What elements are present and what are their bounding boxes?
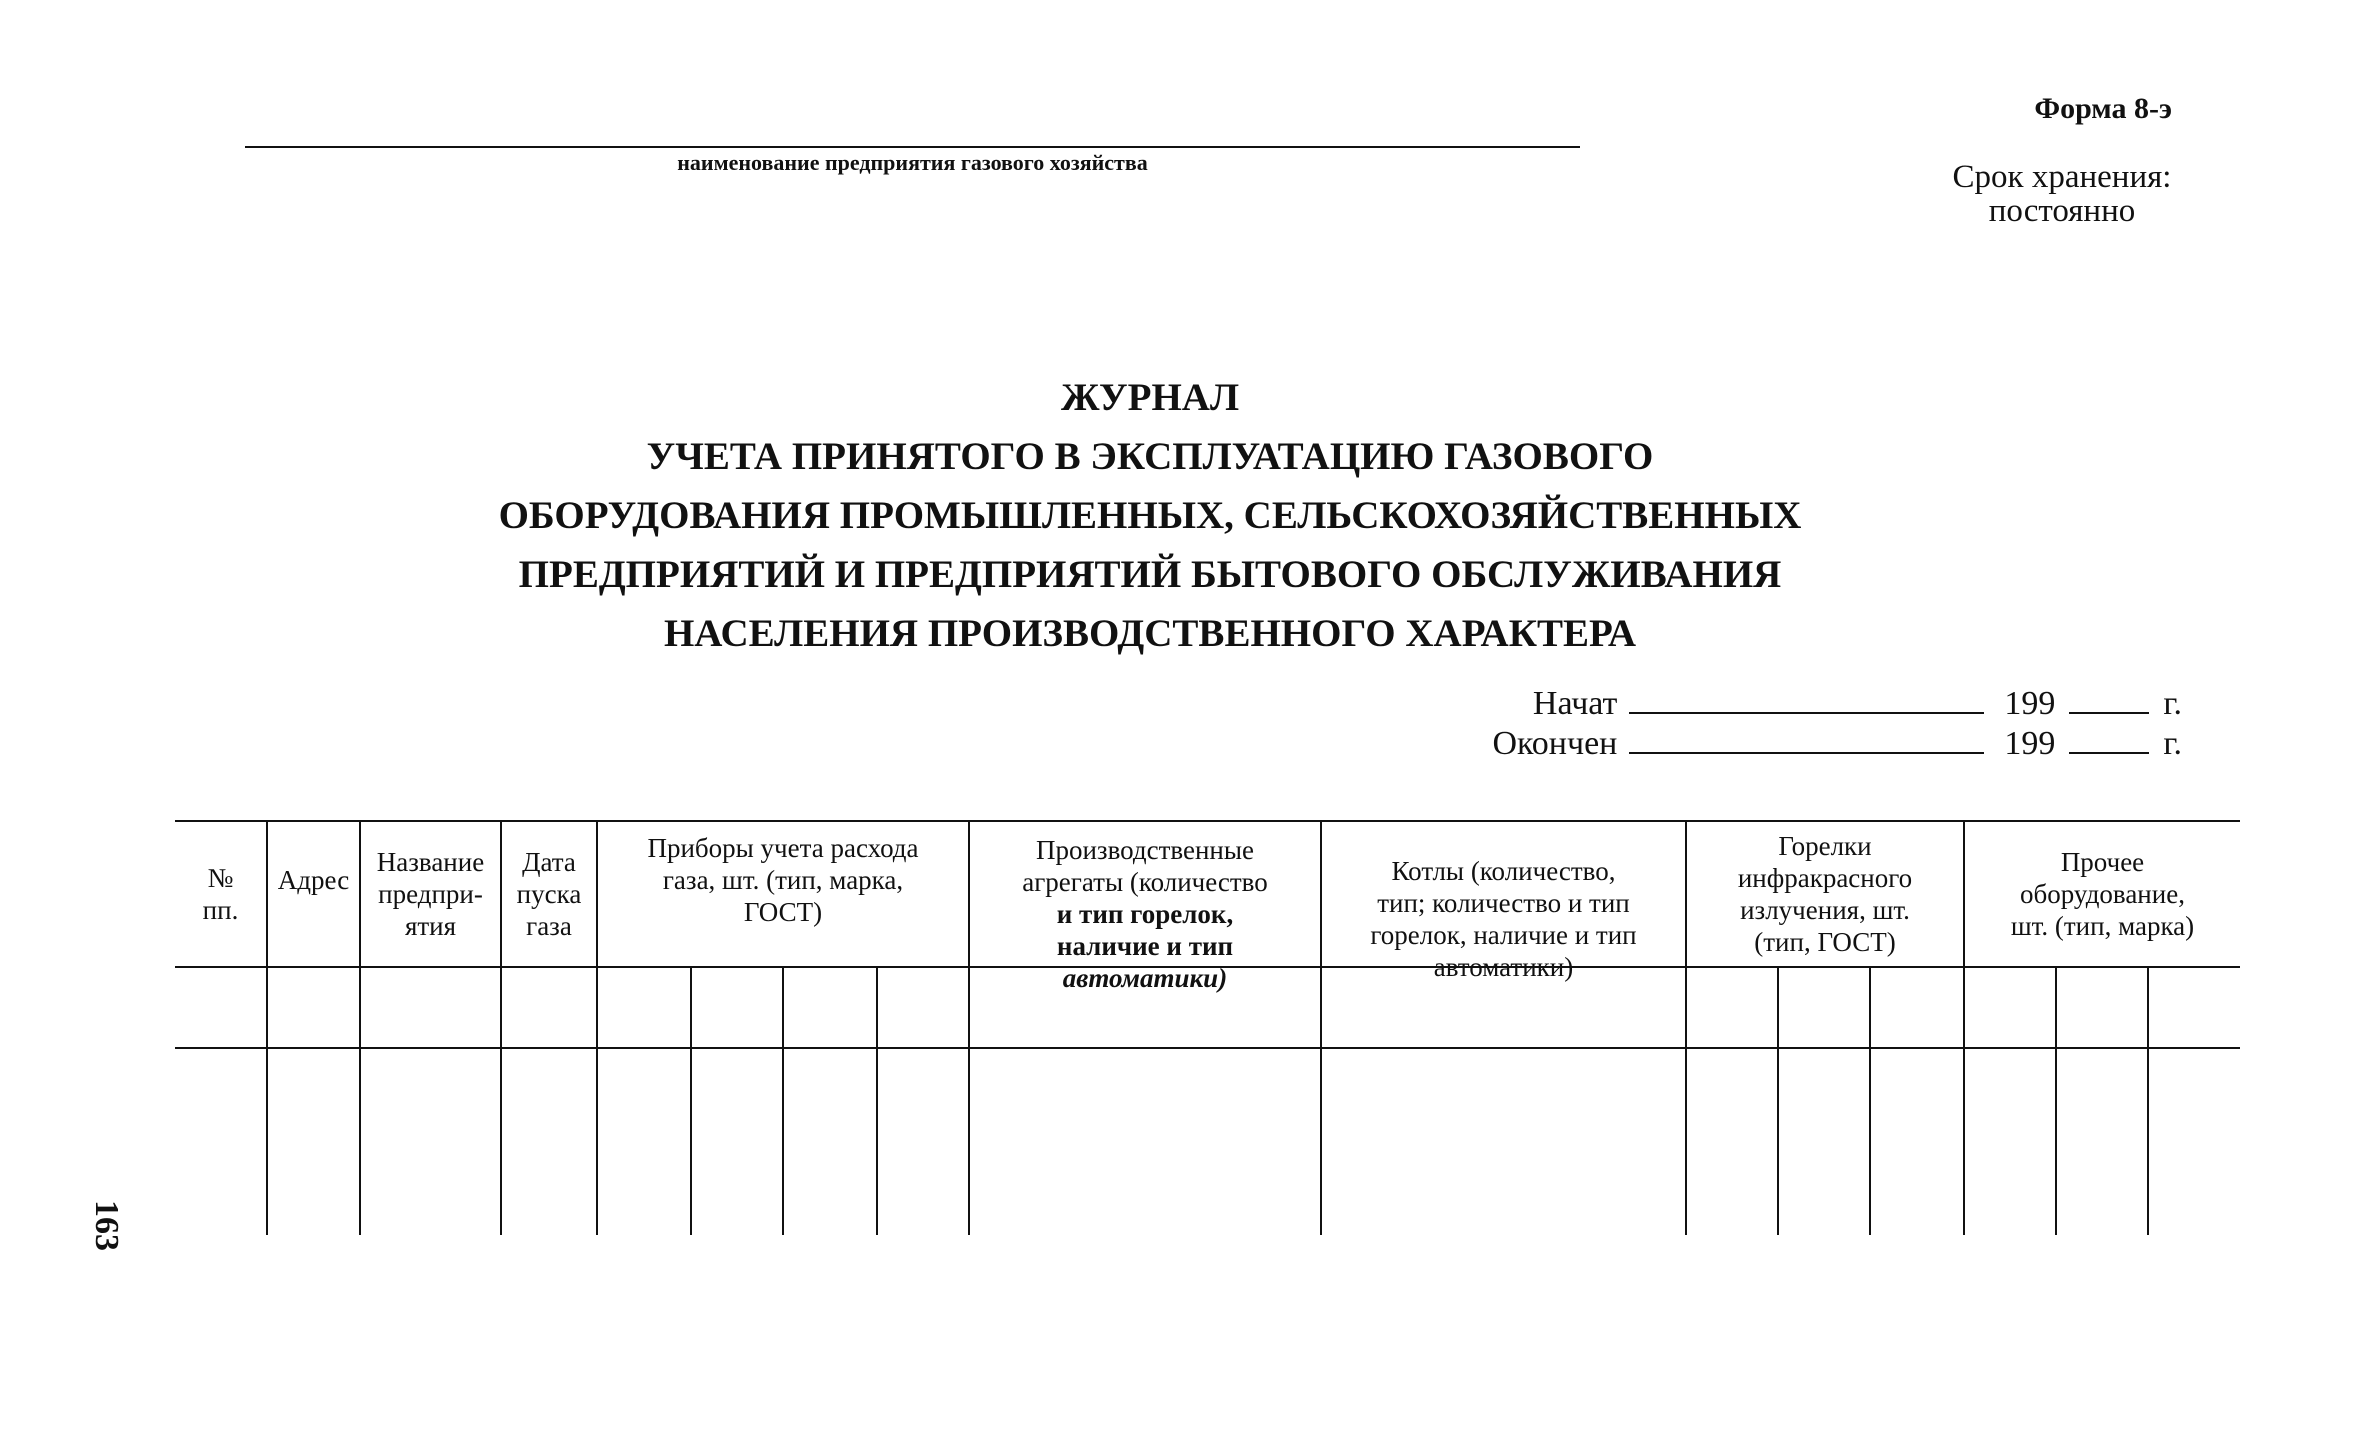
header-text: газа bbox=[526, 911, 572, 941]
header-address bbox=[268, 822, 359, 938]
enterprise-name-line bbox=[245, 146, 1580, 148]
page-number: 163 bbox=[88, 1200, 125, 1251]
header-text: агрегаты (количество bbox=[1022, 867, 1268, 897]
header-text: Адрес bbox=[277, 865, 350, 895]
started-date-field[interactable] bbox=[1629, 682, 1984, 714]
header-text: автоматики) bbox=[1062, 963, 1228, 993]
finished-year-field[interactable] bbox=[2069, 722, 2149, 754]
header-text: ятия bbox=[404, 911, 457, 941]
header-text: инфракрасного bbox=[1737, 863, 1913, 893]
title-line-2: УЧЕТА ПРИНЯТОГО В ЭКСПЛУАТАЦИЮ ГАЗОВОГО bbox=[646, 435, 1654, 478]
header-text: горелок, наличие и тип bbox=[1370, 920, 1637, 950]
header-text: излучения, шт. bbox=[1740, 895, 1910, 925]
header-text: (тип, ГОСТ) bbox=[1754, 927, 1896, 957]
header-text: предпри- bbox=[378, 879, 483, 909]
header-text: Дата bbox=[522, 847, 576, 877]
header-num bbox=[175, 822, 266, 966]
subcol-divider bbox=[1869, 966, 1871, 1235]
header-text: автоматики) bbox=[1433, 952, 1574, 982]
header-text: шт. (тип, марка) bbox=[2010, 911, 2195, 941]
header-other-equipment bbox=[1965, 822, 2240, 966]
finished-label: Окончен bbox=[1492, 725, 1618, 762]
form-number: Форма 8-э bbox=[2034, 92, 2172, 125]
title-line-4: ПРЕДПРИЯТИЙ И ПРЕДПРИЯТИЙ БЫТОВОГО ОБСЛУЖИВАНИЯ bbox=[518, 553, 1782, 596]
header-text: оборудование, bbox=[2020, 879, 2185, 909]
journal-title bbox=[400, 368, 1900, 663]
started-label: Начат bbox=[1532, 685, 1618, 722]
header-text: Прочее bbox=[2060, 847, 2145, 877]
finished-date-field[interactable] bbox=[1629, 722, 1984, 754]
title-line-1: ЖУРНАЛ bbox=[1060, 376, 1239, 419]
header-text: пп. bbox=[202, 895, 239, 925]
started-row bbox=[1533, 682, 2182, 723]
header-text: Производственные bbox=[1035, 835, 1254, 865]
header-text: ГОСТ) bbox=[743, 897, 823, 927]
started-year-suffix: г. bbox=[2163, 685, 2182, 722]
subcol-divider bbox=[690, 966, 692, 1235]
header-production-aggregates bbox=[970, 834, 1320, 1034]
finished-year-prefix: 199 bbox=[2004, 725, 2056, 762]
subcol-divider bbox=[2147, 966, 2149, 1235]
header-gas-start-date bbox=[502, 822, 596, 966]
header-text: газа, шт. (тип, марка, bbox=[662, 865, 904, 895]
title-line-5: НАСЕЛЕНИЯ ПРОИЗВОДСТВЕННОГО ХАРАКТЕРА bbox=[663, 612, 1637, 655]
header-boilers bbox=[1322, 855, 1685, 1015]
finished-row bbox=[1492, 722, 2182, 763]
header-text: наличие и тип bbox=[1056, 931, 1234, 961]
subcol-divider bbox=[782, 966, 784, 1235]
header-text: пуска bbox=[516, 879, 582, 909]
storage-period bbox=[1912, 160, 2212, 228]
header-enterprise-name bbox=[361, 822, 500, 966]
enterprise-name-caption: наименование предприятия газового хозяйства bbox=[677, 150, 1148, 175]
header-text: Котлы (количество, bbox=[1391, 856, 1616, 886]
header-text: Приборы учета расхода bbox=[647, 833, 919, 863]
header-text: Название bbox=[376, 847, 485, 877]
header-infrared-burners bbox=[1687, 822, 1963, 966]
subcol-divider bbox=[1777, 966, 1779, 1235]
storage-value: постоянно bbox=[1988, 193, 2136, 229]
header-text: № bbox=[207, 863, 234, 893]
subcol-divider bbox=[2055, 966, 2057, 1235]
storage-label: Срок хранения: bbox=[1952, 159, 2172, 195]
started-year-prefix: 199 bbox=[2004, 685, 2056, 722]
started-year-field[interactable] bbox=[2069, 682, 2149, 714]
title-line-3: ОБОРУДОВАНИЯ ПРОМЫШЛЕННЫХ, СЕЛЬСКОХОЗЯЙСТВЕННЫХ bbox=[498, 494, 1802, 537]
table-header-bottom-border bbox=[175, 1047, 2240, 1049]
header-gas-meters bbox=[598, 822, 968, 938]
header-text: Горелки bbox=[1778, 831, 1872, 861]
header-text: тип; количество и тип bbox=[1377, 888, 1630, 918]
header-text: и тип горелок, bbox=[1056, 899, 1234, 929]
subcol-divider bbox=[876, 966, 878, 1235]
finished-year-suffix: г. bbox=[2163, 725, 2182, 762]
